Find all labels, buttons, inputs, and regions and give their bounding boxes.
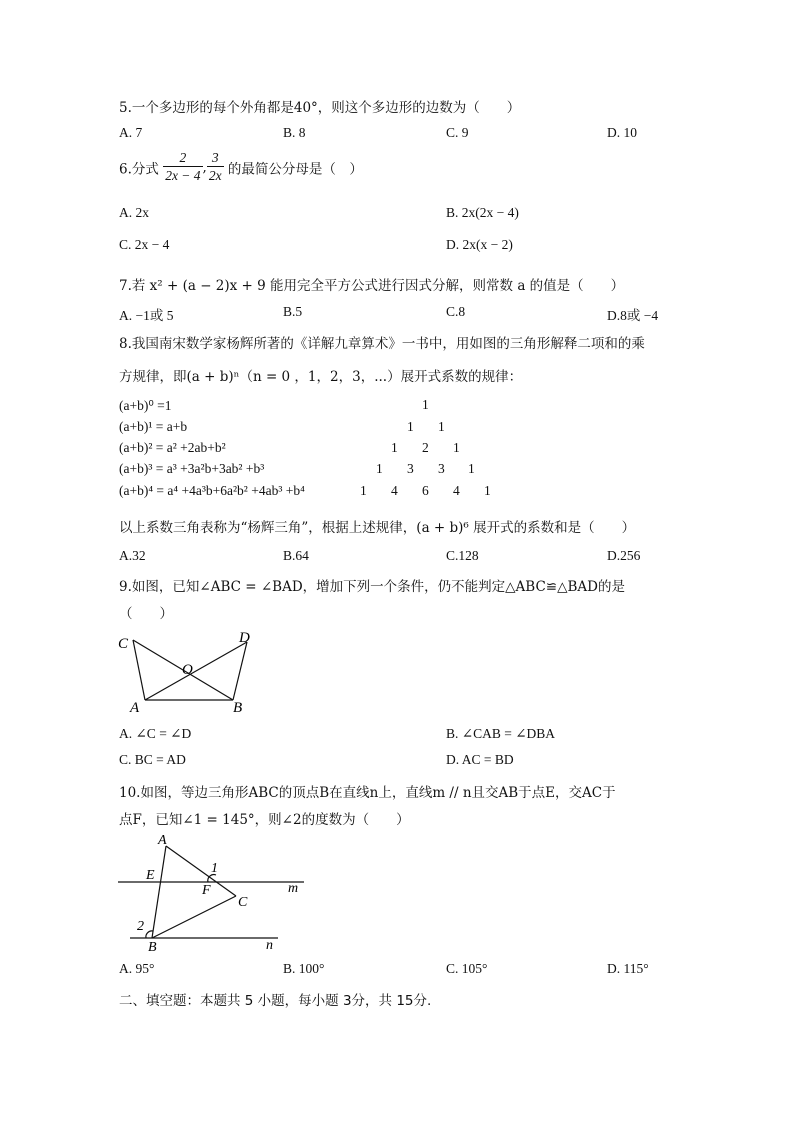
q8-stem-line1: 8.我国南宋数学家杨辉所著的《详解九章算术》一书中，用如图的三角形解释二项和的乘 <box>119 336 645 352</box>
q9-label-a: A <box>130 700 140 716</box>
q10-label-e: E <box>146 868 155 883</box>
q9-option-d: D. AC = BD <box>446 752 514 767</box>
q8-expansion-row-4: (a+b)⁴ = a⁴ +4a³b+6a²b² +4ab³ +b⁴ <box>119 483 305 498</box>
q8-option-c: C.128 <box>446 548 479 563</box>
q9-figure <box>114 628 264 716</box>
q8-expansion-row-3: (a+b)³ = a³ +3a²b+3ab² +b³ <box>119 461 265 476</box>
q7-option-d: D.8或 −4 <box>607 308 659 323</box>
q10-option-a: A. 95° <box>119 961 155 976</box>
q6-comma: , <box>202 159 207 176</box>
q8-coef-r4-c0: 1 <box>360 483 367 498</box>
q5-option-a: A. 7 <box>119 125 143 140</box>
q6-fraction-2-numerator: 3 <box>207 150 224 167</box>
q9-segment-bd <box>233 642 247 700</box>
q8-option-a: A.32 <box>119 548 146 563</box>
q8-expansion-row-1: (a+b)¹ = a+b <box>119 419 188 434</box>
q9-option-b: B. ∠CAB = ∠DBA <box>446 726 556 741</box>
q6-option-c: C. 2x − 4 <box>119 237 170 252</box>
q9-segment-ca <box>133 640 145 700</box>
q8-question: 以上系数三角表称为“杨辉三角”，根据上述规律，(a + b)⁶ 展开式的系数和是（ ） <box>119 520 636 536</box>
q7-option-c: C.8 <box>446 304 466 319</box>
q8-coef-r2-c1: 2 <box>422 440 429 455</box>
q8-coef-r2-c2: 1 <box>453 440 460 455</box>
q10-label-n: n <box>266 938 273 953</box>
q6-fraction-1-numerator: 2 <box>163 150 202 167</box>
q8-coef-r3-c2: 3 <box>438 461 445 476</box>
q9-stem-line1: 9.如图，已知∠ABC = ∠BAD，增加下列一个条件，仍不能判定△ABC≌△BAD的是 <box>119 579 625 595</box>
q9-stem-line2: （ ） <box>119 606 173 622</box>
q10-label-f: F <box>202 883 211 898</box>
q10-side-ab <box>152 846 166 938</box>
q5-option-c: C. 9 <box>446 125 469 140</box>
q6-stem <box>119 150 363 185</box>
q10-side-bc <box>152 896 236 938</box>
q8-coef-r0-c0: 1 <box>422 397 429 412</box>
q5-option-b: B. 8 <box>283 125 306 140</box>
q10-label-1: 1 <box>211 861 218 876</box>
q6-suffix: 的最简公分母是（ ） <box>227 161 363 178</box>
q7-option-b: B.5 <box>283 304 303 319</box>
q8-coef-r4-c2: 6 <box>422 483 429 498</box>
q6-option-a: A. 2x <box>119 205 149 220</box>
section-2-title: 二、填空题：本题共 5 小题，每小题 3分，共 15分. <box>119 993 432 1009</box>
q10-figure <box>116 834 316 954</box>
q8-option-d: D.256 <box>607 548 641 563</box>
q8-coef-r1-c0: 1 <box>407 419 414 434</box>
q6-fraction-2 <box>207 150 224 185</box>
q8-stem-line2: 方规律，即(a + b)ⁿ（n = 0 ，1，2，3，...）展开式系数的规律： <box>119 369 523 385</box>
q8-coef-r3-c3: 1 <box>468 461 475 476</box>
q8-coef-r2-c0: 1 <box>391 440 398 455</box>
q6-fraction-1-denominator: 2x − 4 <box>165 168 201 183</box>
q8-option-b: B.64 <box>283 548 309 563</box>
q7-stem: 7.若 x² + (a − 2)x + 9 能用完全平方公式进行因式分解，则常数 a 的值是（ ） <box>119 278 625 294</box>
q10-option-d: D. 115° <box>607 961 649 976</box>
q10-label-a: A <box>158 834 167 848</box>
q6-prefix: 6.分式 <box>119 161 159 178</box>
q10-option-b: B. 100° <box>283 961 325 976</box>
q5-stem: 5.一个多边形的每个外角都是40°，则这个多边形的边数为（ ） <box>119 100 521 116</box>
q5-option-d: D. 10 <box>607 125 637 140</box>
q8-coef-r4-c3: 4 <box>453 483 460 498</box>
q10-stem-line2: 点F，已知∠1 = 145°，则∠2的度数为（ ） <box>119 812 410 828</box>
q6-option-d: D. 2x(x − 2) <box>446 237 513 252</box>
q9-segment-ad <box>145 642 247 700</box>
q10-option-c: C. 105° <box>446 961 488 976</box>
q9-label-d: D <box>239 630 250 646</box>
q8-coef-r4-c4: 1 <box>484 483 491 498</box>
q8-coef-r3-c0: 1 <box>376 461 383 476</box>
q8-expansion-row-0: (a+b)⁰ =1 <box>119 398 172 413</box>
q6-fraction-2-denominator: 2x <box>208 168 222 183</box>
q9-label-c: C <box>118 636 129 652</box>
q9-label-b: B <box>233 700 243 716</box>
q10-label-b: B <box>148 940 157 954</box>
q10-label-c: C <box>238 895 248 910</box>
q10-side-ac <box>166 846 236 896</box>
q10-label-m: m <box>288 881 299 896</box>
q9-label-o: O <box>182 662 193 678</box>
q6-fraction-1 <box>163 150 202 185</box>
q8-coef-r3-c1: 3 <box>407 461 414 476</box>
q10-label-2: 2 <box>137 919 144 934</box>
q8-coef-r4-c1: 4 <box>391 483 398 498</box>
q7-option-a: A. −1或 5 <box>119 308 174 323</box>
q8-coef-r1-c1: 1 <box>438 419 445 434</box>
q6-option-b: B. 2x(2x − 4) <box>446 205 519 220</box>
q9-option-c: C. BC = AD <box>119 752 186 767</box>
q9-option-a: A. ∠C = ∠D <box>119 726 192 741</box>
q10-stem-line1: 10.如图，等边三角形ABC的顶点B在直线n上，直线m // n且交AB于点E，交AC于 <box>119 785 616 801</box>
q8-expansion-row-2: (a+b)² = a² +2ab+b² <box>119 440 226 455</box>
